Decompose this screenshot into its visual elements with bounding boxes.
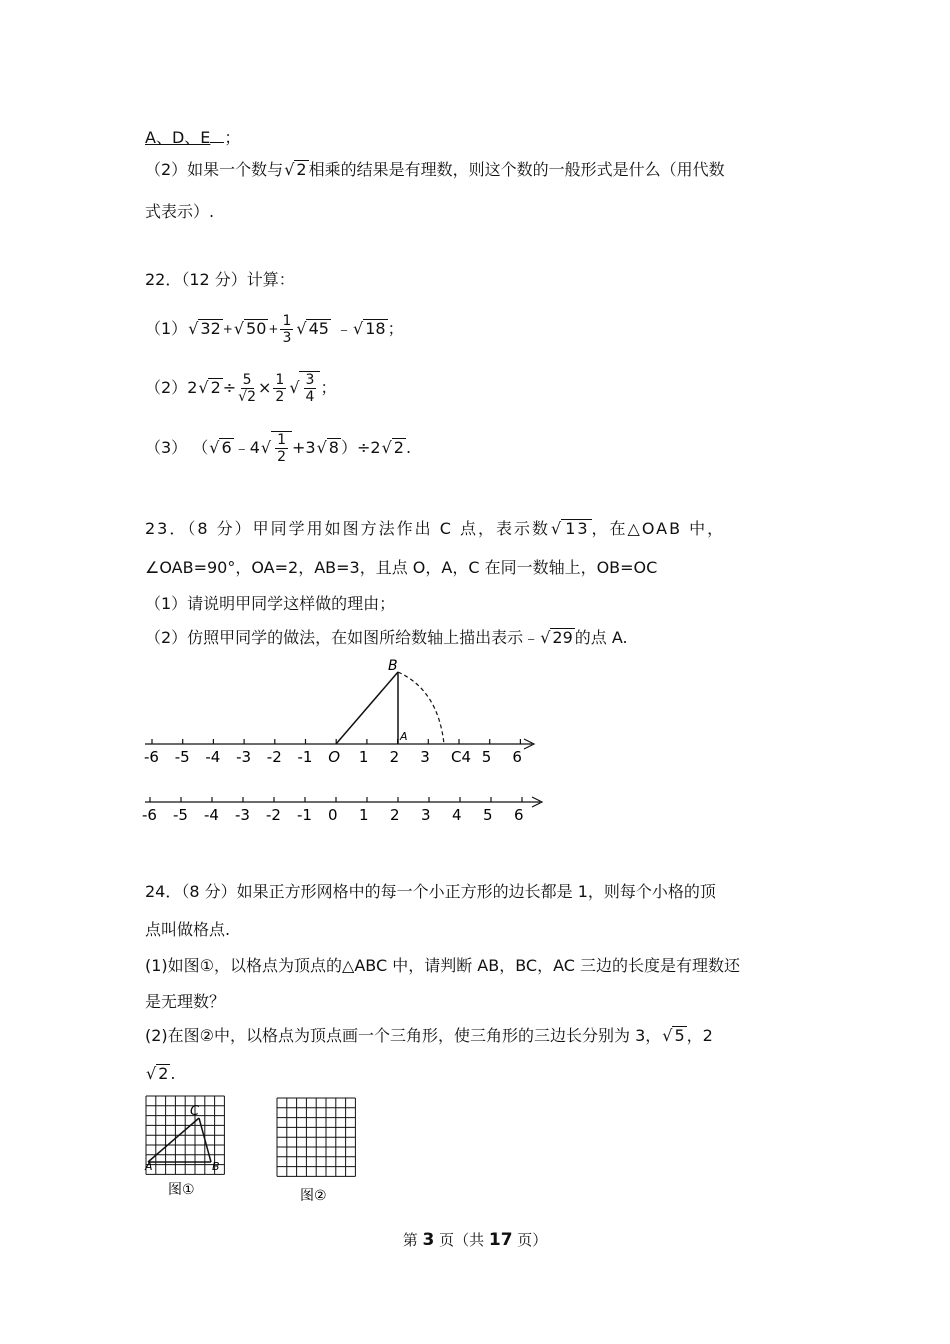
tick-label: -3 (236, 748, 252, 766)
tick-label: 6 (512, 748, 522, 766)
tick-label: 6 (514, 806, 524, 824)
tick-label: 2 (390, 806, 400, 824)
page-total: 17 (488, 1230, 513, 1250)
q24-line1: 24．（8 分）如果正方形网格中的每一个小正方形的边长都是 1，则每个小格的顶 (145, 882, 716, 901)
q22-part3: （3） （√ 6 ﹣4 √ $\frac{1}{2}$ +3√ 8 ）÷2√ 2 . (145, 428, 411, 468)
tick-label: -5 (174, 748, 190, 766)
tick-label: 2 (389, 748, 400, 766)
q22-part1: （1）√ 32 +√ 50 + $\frac{1}{3}$ √ 45 ﹣√ 18 ； (145, 312, 404, 346)
fig2-caption: 图② (300, 1188, 327, 1204)
tick-label: 3 (421, 806, 431, 824)
segment-OB (336, 672, 398, 744)
q22-part2: （2）2√ 2 ÷ $\frac{5}{√2}$ × $\frac{1}{2}$ √ $\frac{3}{4}$ ； (145, 368, 336, 408)
q21-part2-cont: 式表示）. (145, 202, 215, 221)
q24-grids (0, 1090, 950, 1210)
tick-label: -6 (144, 748, 159, 766)
tick-label: -1 (297, 748, 313, 766)
tick-label: -1 (297, 806, 312, 824)
tick-label: O (328, 748, 341, 766)
tick-label: -2 (266, 806, 281, 824)
q24-line5: (2)在图②中，以格点为顶点画一个三角形，使三角形的三边长分别为 3，√ 5 ，2 (145, 1024, 713, 1048)
q23-line4: （2）仿照甲同学的做法，在如图所给数轴上描出表示﹣√ 29 的点 A. (145, 626, 628, 650)
tick-label: 5 (483, 806, 493, 824)
q22-title: 22．（12 分）计算： (145, 270, 295, 289)
tick-label: -4 (204, 806, 219, 824)
page-footer: 第 3 页（共 17 页） (402, 1230, 548, 1250)
tick-label: C4 (451, 748, 472, 766)
page-number: 3 (422, 1230, 435, 1250)
q24-line3: (1)如图①，以格点为顶点的△ABC 中，请判断 AB，BC，AC 三边的长度是有理数还 (145, 956, 741, 975)
tick-label: -6 (142, 806, 157, 824)
tick-label: 4 (452, 806, 462, 824)
q21-answer: A、D、E ； (145, 128, 241, 147)
label-A: A (400, 730, 408, 743)
tick-label: -3 (235, 806, 250, 824)
tick-label: -2 (266, 748, 282, 766)
grid-label-C: C (190, 1104, 200, 1119)
q24-line6: √ 2 . (145, 1062, 175, 1086)
grid-label-B: B (212, 1160, 220, 1173)
q24-line2: 点叫做格点. (145, 920, 231, 939)
tick-label: 1 (358, 748, 369, 766)
tick-label: -5 (173, 806, 188, 824)
q21-answer-text: A、D、E (145, 128, 211, 147)
tick-label: 3 (420, 748, 430, 766)
grid-label-A: A (145, 1160, 153, 1173)
tick-label: 0 (328, 806, 338, 824)
q21-part2: （2）如果一个数与√ 2 相乘的结果是有理数，则这个数的一般形式是什么（用代数 (145, 158, 725, 182)
tick-label: 1 (359, 806, 369, 824)
q23-number-lines (0, 650, 950, 830)
q23-line2: ∠OAB=90°，OA=2，AB=3，且点 O，A，C 在同一数轴上，OB=OC (145, 558, 658, 577)
grid-figure-2 (277, 1098, 355, 1176)
tick-label: 5 (481, 748, 492, 766)
label-B: B (388, 658, 398, 674)
q24-line4: 是无理数？ (145, 992, 226, 1011)
q23-line1: 23．（8 分）甲同学用如图方法作出 C 点，表示数√ 13 ，在△OAB 中， (145, 517, 725, 541)
tick-label: -4 (205, 748, 221, 766)
q23-line3: （1）请说明甲同学这样做的理由； (145, 594, 396, 613)
fig1-caption: 图① (168, 1182, 195, 1198)
